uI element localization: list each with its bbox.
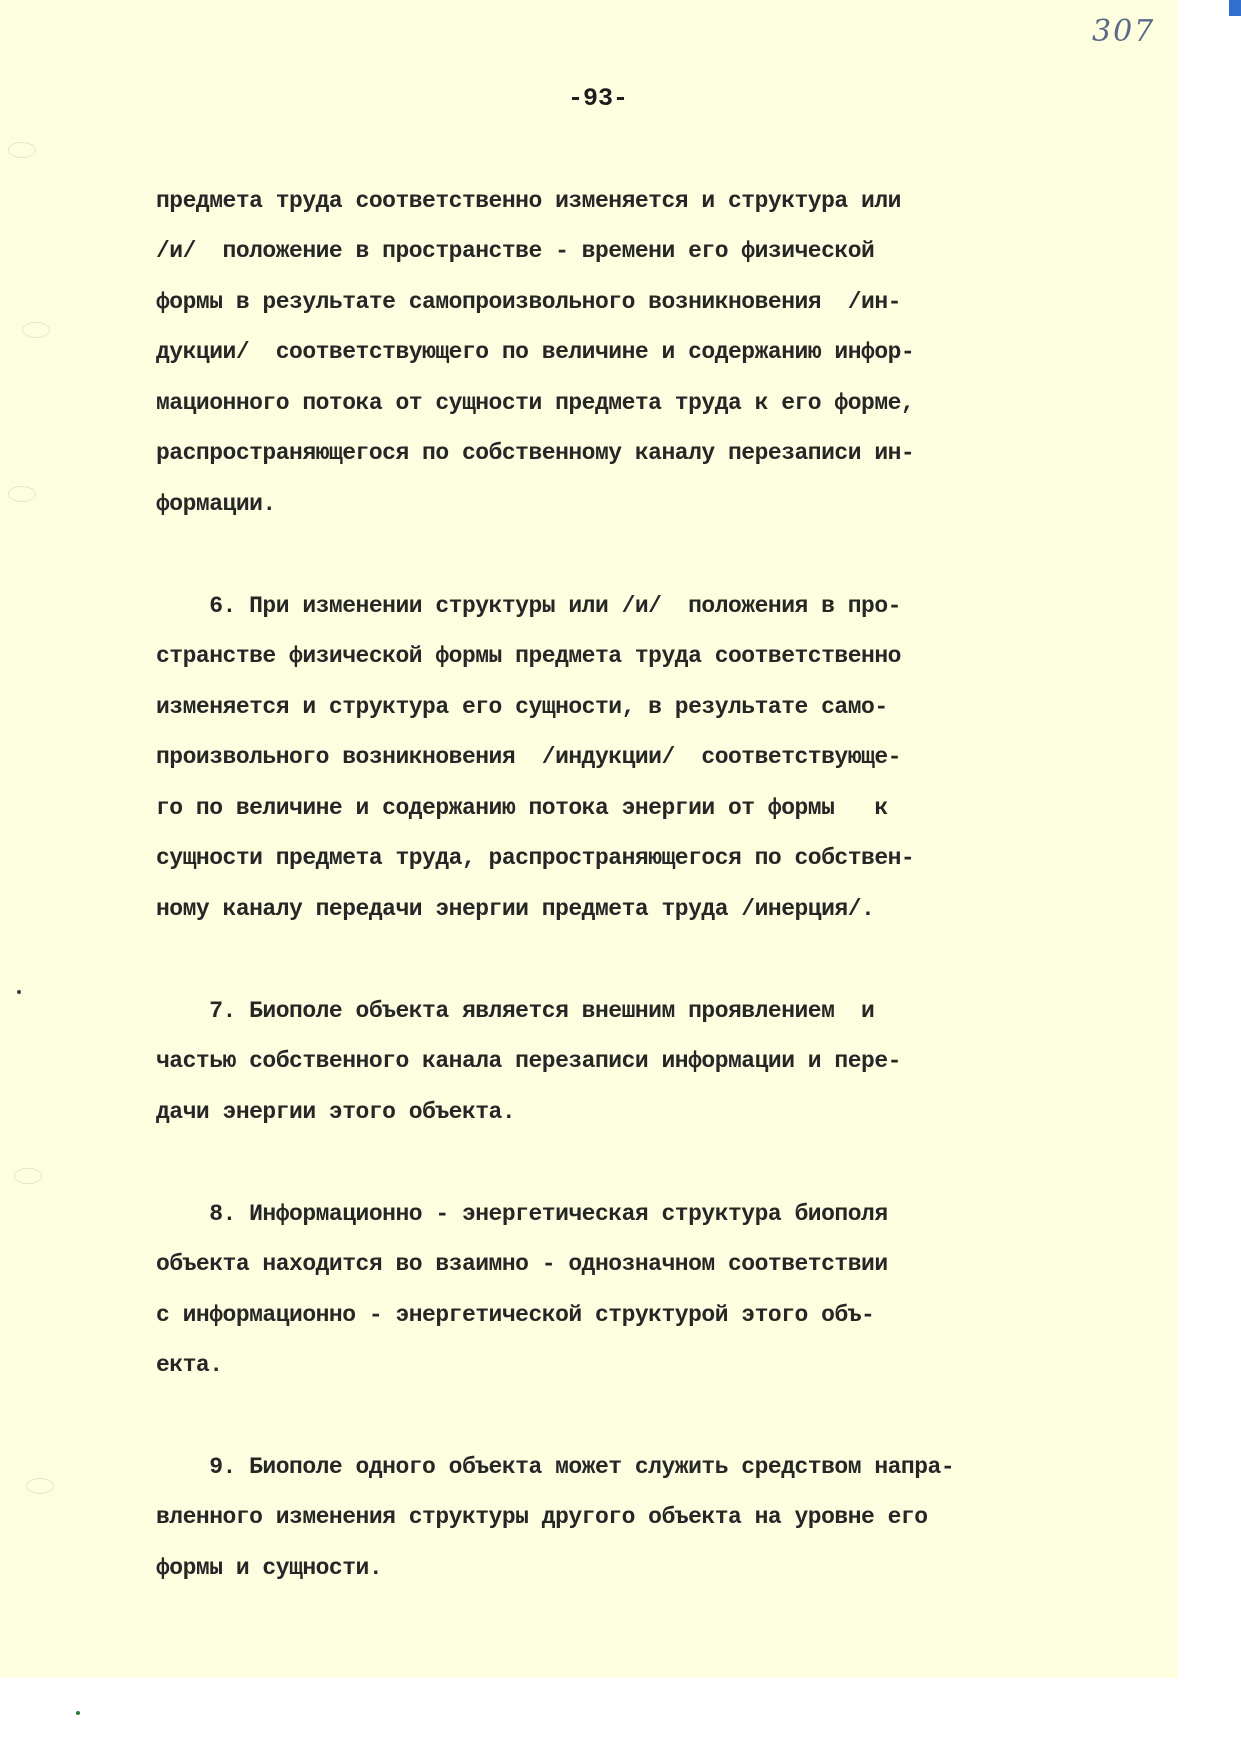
text-line: 9. Биополе одного объекта может служить средством напра- <box>156 1454 955 1480</box>
text-line: екта. <box>156 1352 223 1378</box>
text-line: /и/ положение в пространстве - времени его физической <box>156 238 875 264</box>
punch-hole-mark <box>26 1478 54 1494</box>
text-line: предмета труда соответственно изменяется и структура или <box>156 188 901 214</box>
text-line: формации. <box>156 491 276 517</box>
punch-hole-mark <box>22 322 50 338</box>
text-line: объекта находится во взаимно - однозначном соответствии <box>156 1251 888 1277</box>
text-line: 7. Биополе объекта является внешним проявлением и <box>156 998 875 1024</box>
punch-hole-mark <box>14 1168 42 1184</box>
text-line: 8. Информационно - энергетическая структура биополя <box>156 1201 888 1227</box>
ink-speck <box>17 990 21 994</box>
text-line: вленного изменения структуры другого объекта на уровне его <box>156 1504 928 1530</box>
punch-hole-mark <box>8 486 36 502</box>
text-line: странстве физической формы предмета труда соответственно <box>156 643 901 669</box>
ink-speck <box>76 1711 80 1715</box>
text-line: с информационно - энергетической структурой этого объ- <box>156 1302 875 1328</box>
text-line: произвольного возникновения /индукции/ соответствующе- <box>156 744 901 770</box>
text-line: сущности предмета труда, распространяющегося по собствен- <box>156 845 915 871</box>
text-line: формы в результате самопроизвольного возникновения /ин- <box>156 289 901 315</box>
text-line: изменяется и структура его сущности, в результате само- <box>156 694 888 720</box>
text-line: мационного потока от сущности предмета труда к его форме, <box>156 390 915 416</box>
scan-edge-marker <box>1229 0 1241 16</box>
text-line: 6. При изменении структуры или /и/ положения в про- <box>156 593 901 619</box>
text-line: дукции/ соответствующего по величине и содержанию инфор- <box>156 339 915 365</box>
text-line: ному каналу передачи энергии предмета труда /инерция/. <box>156 896 875 922</box>
text-line: распространяющегося по собственному каналу перезаписи ин- <box>156 440 915 466</box>
text-line: дачи энергии этого объекта. <box>156 1099 516 1125</box>
page-number: -93- <box>568 84 629 113</box>
text-line: частью собственного канала перезаписи информации и пере- <box>156 1048 901 1074</box>
text-line: формы и сущности. <box>156 1555 383 1581</box>
archive-number: 307 <box>1092 14 1156 49</box>
punch-hole-mark <box>8 142 36 158</box>
text-line: го по величине и содержанию потока энергии от формы к <box>156 795 888 821</box>
